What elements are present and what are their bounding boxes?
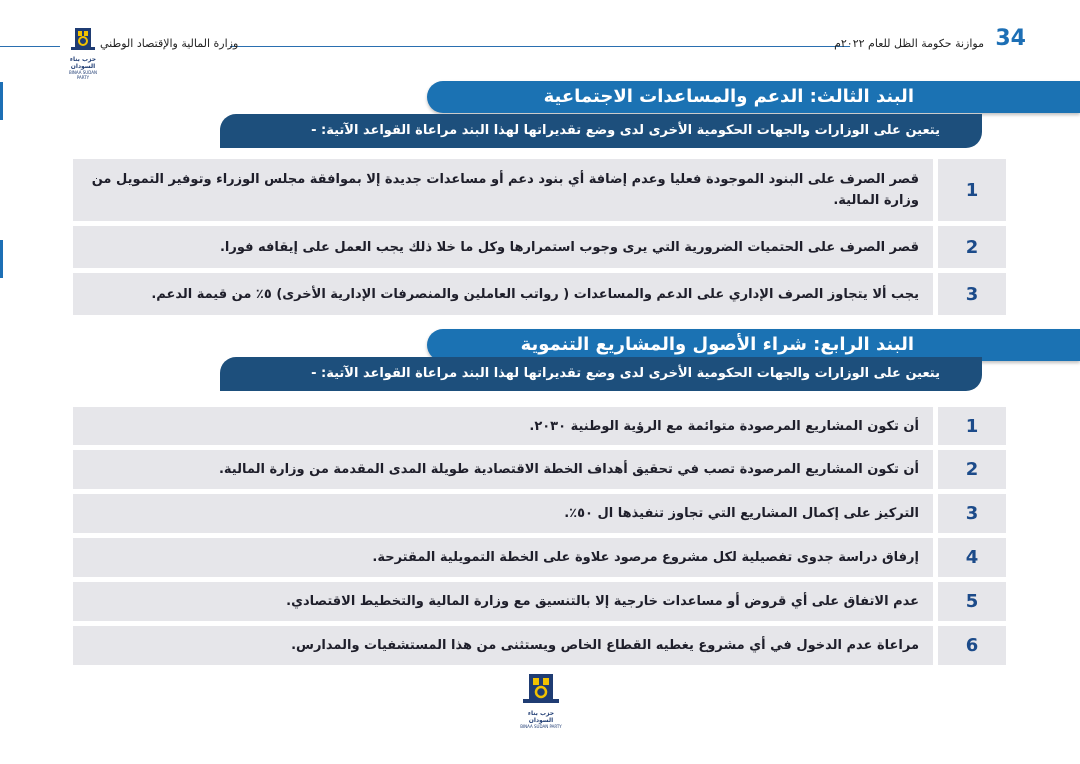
rule-text: قصر الصرف على البنود الموجودة فعليا وعدم إضافة أي بنود دعم أو مساعدات جديدة إلا بموافقة مجلس الوزراء وتوفير التمويل من وزارة المالية. xyxy=(73,159,933,221)
ministry-name: وزارة المالية والإقتصاد الوطني xyxy=(100,37,239,50)
party-emblem-icon xyxy=(515,672,567,706)
section-subtitle: يتعين على الوزارات والجهات الحكومية الأخرى لدى وضع تقديراتها لهذا البند مراعاة القواعد الآتية: - xyxy=(220,357,982,391)
rule-row xyxy=(73,159,1006,221)
logo-name-en: BINAA SUDAN PARTY xyxy=(520,724,562,729)
rule-text: عدم الاتفاق على أي قروض أو مساعدات خارجية إلا بالتنسيق مع وزارة المالية والتخطيط الاقتصادي. xyxy=(73,582,933,621)
rule-number: 2 xyxy=(938,450,1006,489)
edge-marker xyxy=(0,240,3,278)
rule-number: 5 xyxy=(938,582,1006,621)
party-emblem-icon xyxy=(66,26,100,52)
rule-row xyxy=(73,582,1006,621)
rule-text: أن تكون المشاريع المرصودة تصب في تحقيق أهداف الخطة الاقتصادية طويلة المدى المقدمة من وزارة المالية. xyxy=(73,450,933,489)
rule-number: 2 xyxy=(938,226,1006,268)
section-subtitle: يتعين على الوزارات والجهات الحكومية الأخرى لدى وضع تقديراتها لهذا البند مراعاة القواعد الآتية: - xyxy=(220,114,982,148)
header-rule-left xyxy=(0,46,60,47)
rule-text: قصر الصرف على الحتميات الضرورية التي يرى وجوب استمرارها وكل ما خلا ذلك يجب العمل على إيقافه فورا. xyxy=(73,226,933,268)
rule-text: مراعاة عدم الدخول في أي مشروع يغطيه القطاع الخاص ويستثنى من هذا المستشفيات والمدارس. xyxy=(73,626,933,665)
rule-row xyxy=(73,626,1006,665)
rule-number: 1 xyxy=(938,159,1006,221)
header-rule-center xyxy=(230,46,850,47)
logo-name: حزب بناء السودان xyxy=(69,56,97,70)
rule-row xyxy=(73,538,1006,577)
rule-row xyxy=(73,273,1006,315)
rule-number: 4 xyxy=(938,538,1006,577)
section-title: البند الثالث: الدعم والمساعدات الاجتماعية xyxy=(427,81,1080,113)
page-number: 34 xyxy=(995,26,1026,51)
rule-text: يجب ألا يتجاوز الصرف الإداري على الدعم والمساعدات ( رواتب العاملين والمنصرفات الإدارية الأخرى) ٥٪ من قيمة الدعم. xyxy=(73,273,933,315)
rule-number: 3 xyxy=(938,494,1006,533)
rule-number: 6 xyxy=(938,626,1006,665)
logo-name-en: BINAA SUDAN PARTY xyxy=(69,70,97,80)
budget-title: موازنة حكومة الظل للعام ٢٠٢٢م xyxy=(834,37,984,50)
edge-marker xyxy=(0,82,3,120)
section-title: البند الرابع: شراء الأصول والمشاريع التنموية xyxy=(427,329,1080,361)
party-logo-small xyxy=(66,26,100,80)
rule-row xyxy=(73,407,1006,445)
rule-text: التركيز على إكمال المشاريع التي تجاوز تنفيذها ال ٥٠٪. xyxy=(73,494,933,533)
party-logo-footer xyxy=(515,672,567,729)
rule-row xyxy=(73,226,1006,268)
rule-row xyxy=(73,450,1006,489)
logo-name: حزب بناء السودان xyxy=(527,710,555,724)
rule-number: 3 xyxy=(938,273,1006,315)
rule-number: 1 xyxy=(938,407,1006,445)
rule-text: إرفاق دراسة جدوى تفصيلية لكل مشروع مرصود علاوة على الخطة التمويلية المقترحة. xyxy=(73,538,933,577)
rule-text: أن تكون المشاريع المرصودة متوائمة مع الرؤية الوطنية ٢٠٣٠. xyxy=(73,407,933,445)
rule-row xyxy=(73,494,1006,533)
